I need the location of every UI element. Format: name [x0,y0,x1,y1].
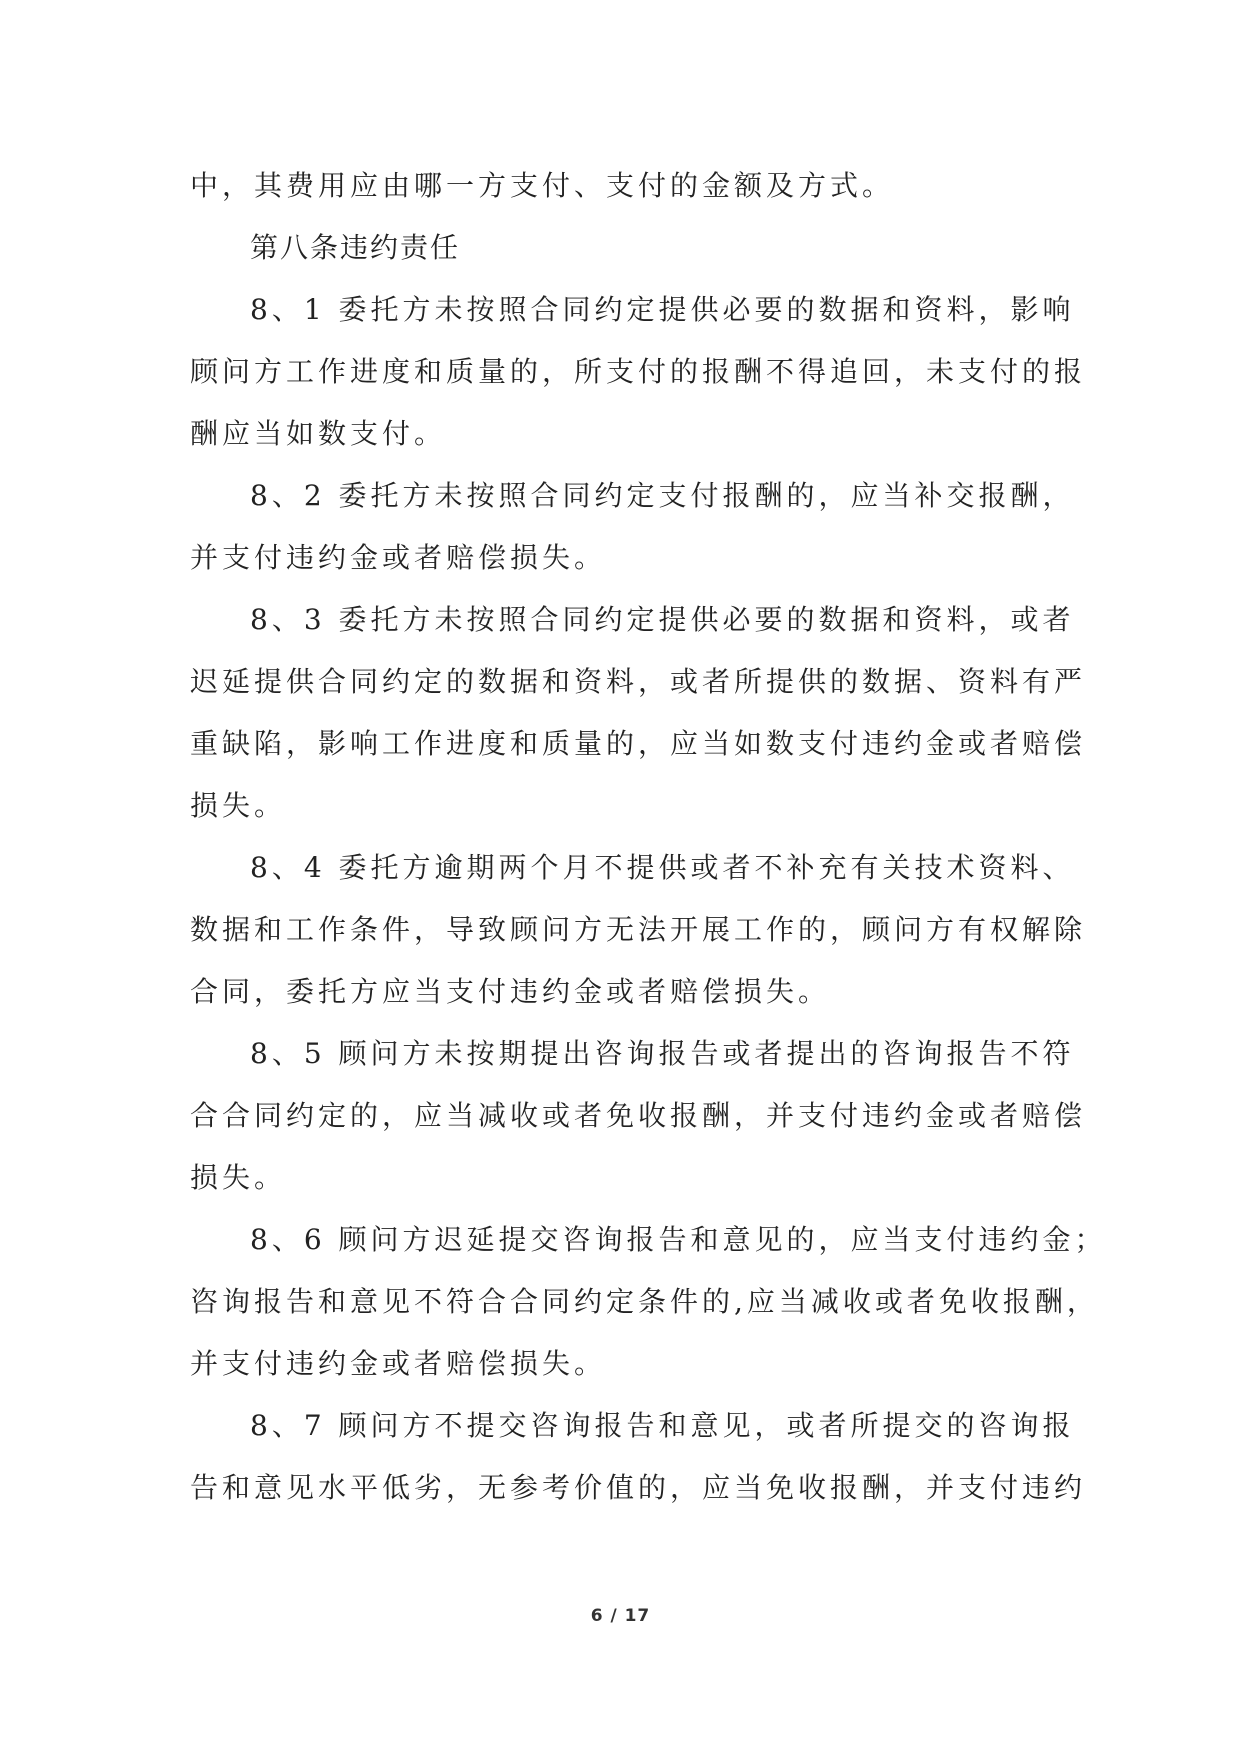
section-heading: 第八条违约责任 [250,231,461,264]
clause-8-1-line: 8、1 委托方未按照合同约定提供必要的数据和资料，影响 [250,293,1075,326]
body-line: 迟延提供合同约定的数据和资料，或者所提供的数据、资料有严 [190,665,1087,698]
body-line: 顾问方工作进度和质量的，所支付的报酬不得追回，未支付的报 [190,355,1087,388]
page-number: 6 / 17 [590,1606,651,1626]
body-line: 并支付违约金或者赔偿损失。 [190,1347,607,1380]
body-line: 数据和工作条件，导致顾问方无法开展工作的，顾问方有权解除 [190,913,1087,946]
body-line: 告和意见水平低劣，无参考价值的，应当免收报酬，并支付违约 [190,1471,1087,1504]
clause-8-3-line: 8、3 委托方未按照合同约定提供必要的数据和资料，或者 [250,603,1075,636]
clause-8-5-line: 8、5 顾问方未按期提出咨询报告或者提出的咨询报告不符 [250,1037,1075,1070]
body-line: 中，其费用应由哪一方支付、支付的金额及方式。 [190,169,895,202]
body-line: 酬应当如数支付。 [190,417,447,450]
clause-8-6-line: 8、6 顾问方迟延提交咨询报告和意见的，应当支付违约金； [250,1223,1107,1256]
clause-8-4-line: 8、4 委托方逾期两个月不提供或者不补充有关技术资料、 [250,851,1075,884]
body-line: 咨询报告和意见不符合合同约定条件的,应当减收或者免收报酬， [190,1285,1099,1318]
body-line: 损失。 [190,789,287,822]
clause-8-2-line: 8、2 委托方未按照合同约定支付报酬的，应当补交报酬， [250,479,1075,512]
body-line: 合合同约定的，应当减收或者免收报酬，并支付违约金或者赔偿 [190,1099,1087,1132]
clause-8-7-line: 8、7 顾问方不提交咨询报告和意见，或者所提交的咨询报 [250,1409,1075,1442]
body-line: 重缺陷，影响工作进度和质量的，应当如数支付违约金或者赔偿 [190,727,1087,760]
body-line: 合同，委托方应当支付违约金或者赔偿损失。 [190,975,831,1008]
body-line: 损失。 [190,1161,287,1194]
document-body [190,155,1107,1519]
body-line: 并支付违约金或者赔偿损失。 [190,541,607,574]
